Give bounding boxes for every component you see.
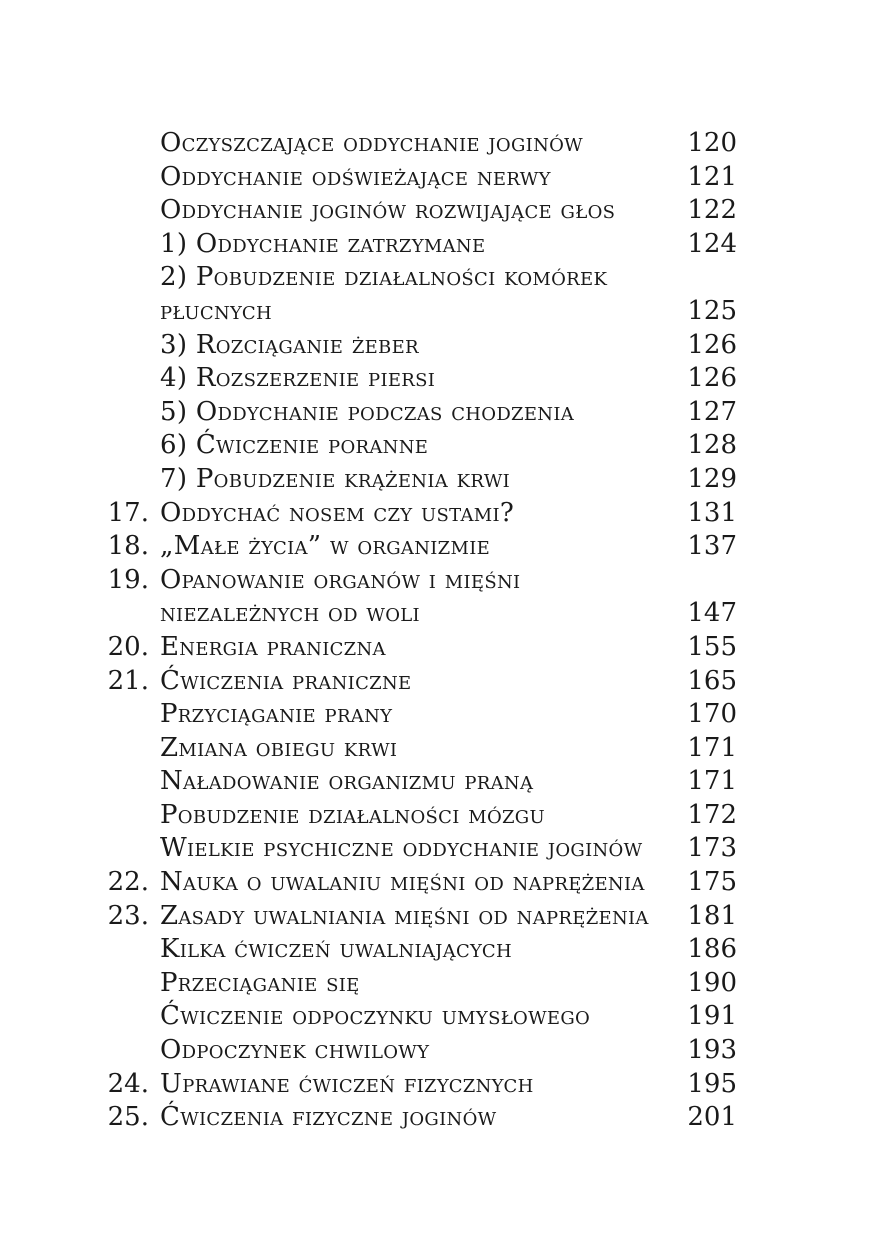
- entry-title: Energia praniczna: [160, 631, 386, 662]
- page-number: 173: [687, 833, 737, 864]
- page-number: 170: [687, 699, 737, 730]
- toc-entry: [0, 932, 875, 966]
- toc-entry: [0, 462, 875, 496]
- page-number: 126: [687, 329, 737, 360]
- entry-title: Przyciąganie prany: [160, 699, 393, 730]
- page-number: 181: [687, 900, 737, 931]
- page-number: 128: [687, 430, 737, 461]
- chapter-number: 22.: [107, 867, 149, 898]
- entry-title: 4) Rozszerzenie piersi: [160, 363, 436, 394]
- chapter-number: 19.: [107, 564, 149, 595]
- chapter-number: 23.: [107, 900, 149, 931]
- toc-entry: [0, 428, 875, 462]
- toc-entry: [0, 731, 875, 765]
- entry-title: Naładowanie organizmu praną: [160, 766, 534, 797]
- page-number: 129: [687, 463, 737, 494]
- table-of-contents: [0, 126, 875, 1134]
- toc-entry: [0, 798, 875, 832]
- page-number: 122: [687, 195, 737, 226]
- page-number: 137: [687, 531, 737, 562]
- toc-entry: [0, 126, 875, 160]
- page-number: 190: [687, 967, 737, 998]
- entry-title: Oczyszczające oddychanie joginów: [160, 128, 583, 158]
- entry-title: Ćwiczenia fizyczne joginów: [160, 1102, 497, 1133]
- page-number: 126: [687, 363, 737, 394]
- toc-entry: [0, 596, 875, 630]
- toc-entry: [0, 496, 875, 530]
- toc-entry: [0, 260, 875, 294]
- entry-title: 7) Pobudzenie krążenia krwi: [160, 463, 511, 494]
- toc-entry: [0, 1100, 875, 1134]
- entry-title: niezależnych od woli: [160, 598, 420, 629]
- page-number: 172: [687, 799, 737, 830]
- entry-title: Zmiana obiegu krwi: [160, 732, 398, 763]
- page-number: 201: [687, 1102, 737, 1133]
- chapter-number: 17.: [107, 497, 149, 528]
- entry-title: płucnych: [160, 295, 272, 326]
- toc-entry: [0, 563, 875, 597]
- toc-entry: [0, 697, 875, 731]
- entry-title: 1) Oddychanie zatrzymane: [160, 228, 486, 259]
- toc-entry: [0, 865, 875, 899]
- page-number: 175: [687, 867, 737, 898]
- page-number: 186: [687, 934, 737, 965]
- toc-entry: [0, 664, 875, 698]
- toc-entry: [0, 294, 875, 328]
- page-number: 165: [687, 665, 737, 696]
- entry-title: 2) Pobudzenie działalności komórek: [160, 262, 608, 293]
- toc-entry: [0, 227, 875, 261]
- entry-title: 6) Ćwiczenie poranne: [160, 430, 429, 461]
- entry-title: Odpoczynek chwilowy: [160, 1035, 430, 1066]
- toc-entry: [0, 764, 875, 798]
- toc-entry: [0, 361, 875, 395]
- toc-entry: [0, 899, 875, 933]
- chapter-number: 24.: [107, 1068, 149, 1099]
- toc-entry: [0, 999, 875, 1033]
- entry-title: Oddychać nosem czy ustami?: [160, 497, 515, 528]
- page-number: 147: [687, 598, 737, 629]
- page-number: 155: [687, 631, 737, 662]
- toc-entry: [0, 630, 875, 664]
- toc-entry: [0, 328, 875, 362]
- entry-title: 5) Oddychanie podczas chodzenia: [160, 396, 575, 427]
- entry-title: Pobudzenie działalności mózgu: [160, 799, 545, 830]
- entry-title: Kilka ćwiczeń uwalniających: [160, 934, 512, 965]
- entry-title: Oddychanie odświeżające nerwy: [160, 161, 551, 192]
- toc-entry: [0, 160, 875, 194]
- page-number: 191: [687, 1001, 737, 1032]
- entry-title: Uprawiane ćwiczeń fizycznych: [160, 1068, 534, 1099]
- chapter-number: 20.: [107, 631, 149, 662]
- page-number: 121: [687, 161, 737, 192]
- entry-title: Przeciąganie się: [160, 967, 360, 998]
- entry-title: „Małe życia” w organizmie: [160, 531, 491, 562]
- entry-title: Opanowanie organów i mięśni: [160, 564, 521, 595]
- entry-title: Wielkie psychiczne oddychanie joginów: [160, 833, 643, 864]
- page-number: 193: [687, 1035, 737, 1066]
- chapter-number: 21.: [107, 665, 149, 696]
- toc-entry: [0, 529, 875, 563]
- chapter-number: 25.: [107, 1102, 149, 1133]
- entry-title: Nauka o uwalaniu mięśni od naprężenia: [160, 867, 645, 898]
- entry-title: Zasady uwalniania mięśni od naprężenia: [160, 900, 649, 931]
- toc-entry: [0, 831, 875, 865]
- toc-entry: [0, 1067, 875, 1101]
- chapter-number: 18.: [107, 531, 149, 562]
- entry-title: 3) Rozciąganie żeber: [160, 329, 419, 360]
- entry-title: Ćwiczenia praniczne: [160, 665, 412, 696]
- page-number: 124: [687, 228, 737, 259]
- page-number: 127: [687, 396, 737, 427]
- toc-entry: [0, 966, 875, 1000]
- page-number: 120: [687, 128, 737, 158]
- page-number: 195: [687, 1068, 737, 1099]
- page-number: 171: [687, 732, 737, 763]
- entry-title: Oddychanie joginów rozwijające głos: [160, 195, 616, 226]
- toc-entry: [0, 395, 875, 429]
- toc-entry: [0, 1033, 875, 1067]
- page-number: 125: [687, 295, 737, 326]
- page-number: 171: [687, 766, 737, 797]
- page-number: 131: [687, 497, 737, 528]
- entry-title: Ćwiczenie odpoczynku umysłowego: [160, 1001, 591, 1032]
- toc-entry: [0, 193, 875, 227]
